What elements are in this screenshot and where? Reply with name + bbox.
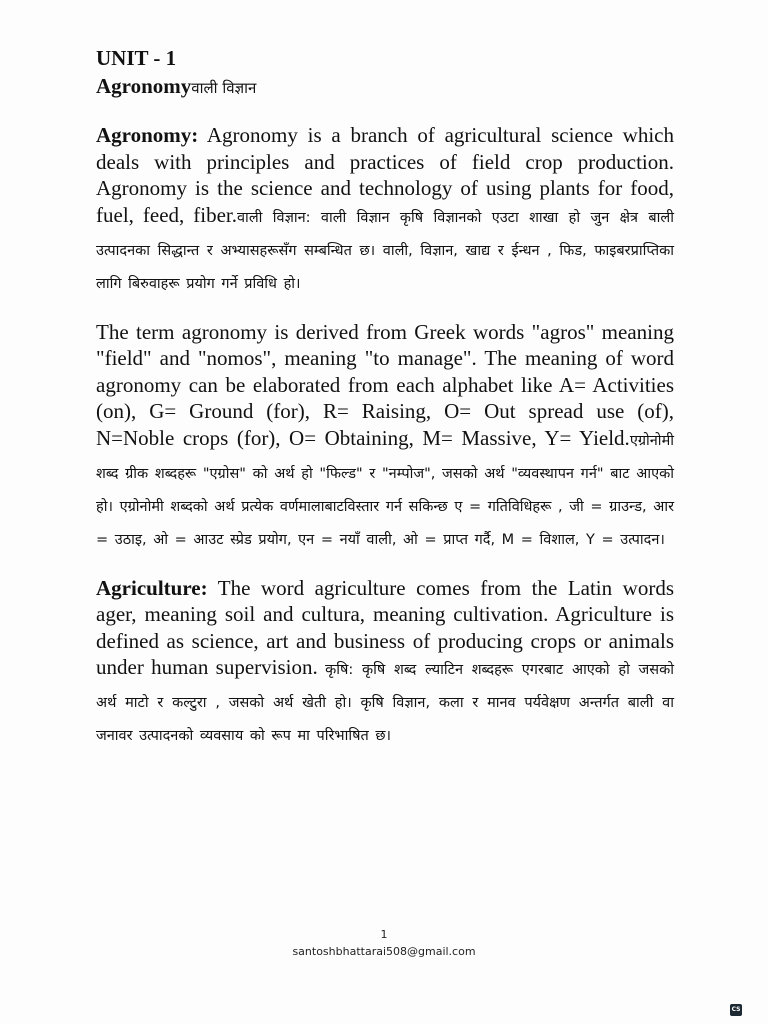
agriculture-nepali-text: कृषि: कृषि शब्द ल्याटिन शब्दहरू एगरबाट आएको हो जसको अर्थ माटो र कल्टुरा , जसको अर्थ खेती हो। कृषि विज्ञान, कला र मानव पर्यवेक्षण अन्तर्गत बाली वा जनावर उत्पादनको व्यवसाय को रूप मा परिभाषित छ।	[96, 662, 675, 744]
subtitle-english: Agronomy	[96, 74, 192, 98]
agriculture-section	[96, 575, 674, 754]
footer-email: santoshbhattarai508@gmail.com	[292, 945, 476, 958]
etymology-definition: The term agronomy is derived from Greek words "agros" meaning "field" and "nomos", meaning "to manage". The meaning of word agronomy can be elaborated from each alphabet like A= Activities (on), G= Ground (for), R= Raising, O= Out spread use (of), N=Noble crops (for), O= Obtaining, M= Massive, Y= Yield.	[96, 319, 674, 450]
subtitle-nepali: वाली विज्ञान	[191, 79, 257, 97]
etymology-nepali-text: एग्रोनोमी शब्द ग्रीक शब्दहरू "एग्रोस" को अर्थ हो "फिल्ड" र "नम्पोज", जसको अर्थ "व्यवस्थापन गर्न" बाट आएको हो। एग्रोनोमी शब्दको अर्थ प्रत्येक वर्णमालाबाटविस्तार गर्न सकिन्छ ए = गतिविधिहरू , जी = ग्राउन्ड, आर = उठाइ, ओ = आउट स्प्रेड प्रयोग, एन = नयाँ वाली, ओ = प्राप्त गर्दै, M = विशाल, Y = उत्पादन।	[96, 432, 674, 548]
agronomy-english-text	[96, 122, 674, 301]
page-number: 1	[380, 928, 388, 941]
agriculture-english-text	[96, 575, 674, 754]
agronomy-heading: Agronomy:	[96, 123, 199, 147]
page-content	[96, 44, 674, 771]
agronomy-nepali-text: वाली विज्ञान: वाली विज्ञान कृषि विज्ञानको एउटा शाखा हो जुन क्षेत्र बाली उत्पादनका सिद्धान्त र अभ्यासहरूसँग सम्बन्धित छ। वाली, विज्ञान, खाद्य र ईन्धन , फिड, फाइबरप्राप्तिका लागि बिरुवाहरू प्रयोग गर्ने प्रविधि हो।	[96, 209, 674, 292]
agriculture-heading: Agriculture:	[96, 575, 208, 600]
agronomy-section	[96, 122, 674, 301]
camscanner-badge-icon: CS	[730, 1004, 742, 1016]
agronomy-definition: Agronomy is a branch of agricultural science which deals with principles and practices of field crop production. Agronomy is the science and technology of using plants for food, fuel, feed, fiber.	[96, 123, 674, 227]
etymology-section	[96, 319, 674, 557]
unit-title: UNIT - 1	[96, 46, 177, 70]
agriculture-definition: The word agriculture comes from the Latin words ager, meaning soil and cultura, meaning cultivation. Agriculture is defined as science, art and business of producing crops or animals under human supervision.	[96, 575, 674, 679]
page-subtitle	[96, 72, 674, 102]
etymology-english-text	[96, 319, 674, 557]
